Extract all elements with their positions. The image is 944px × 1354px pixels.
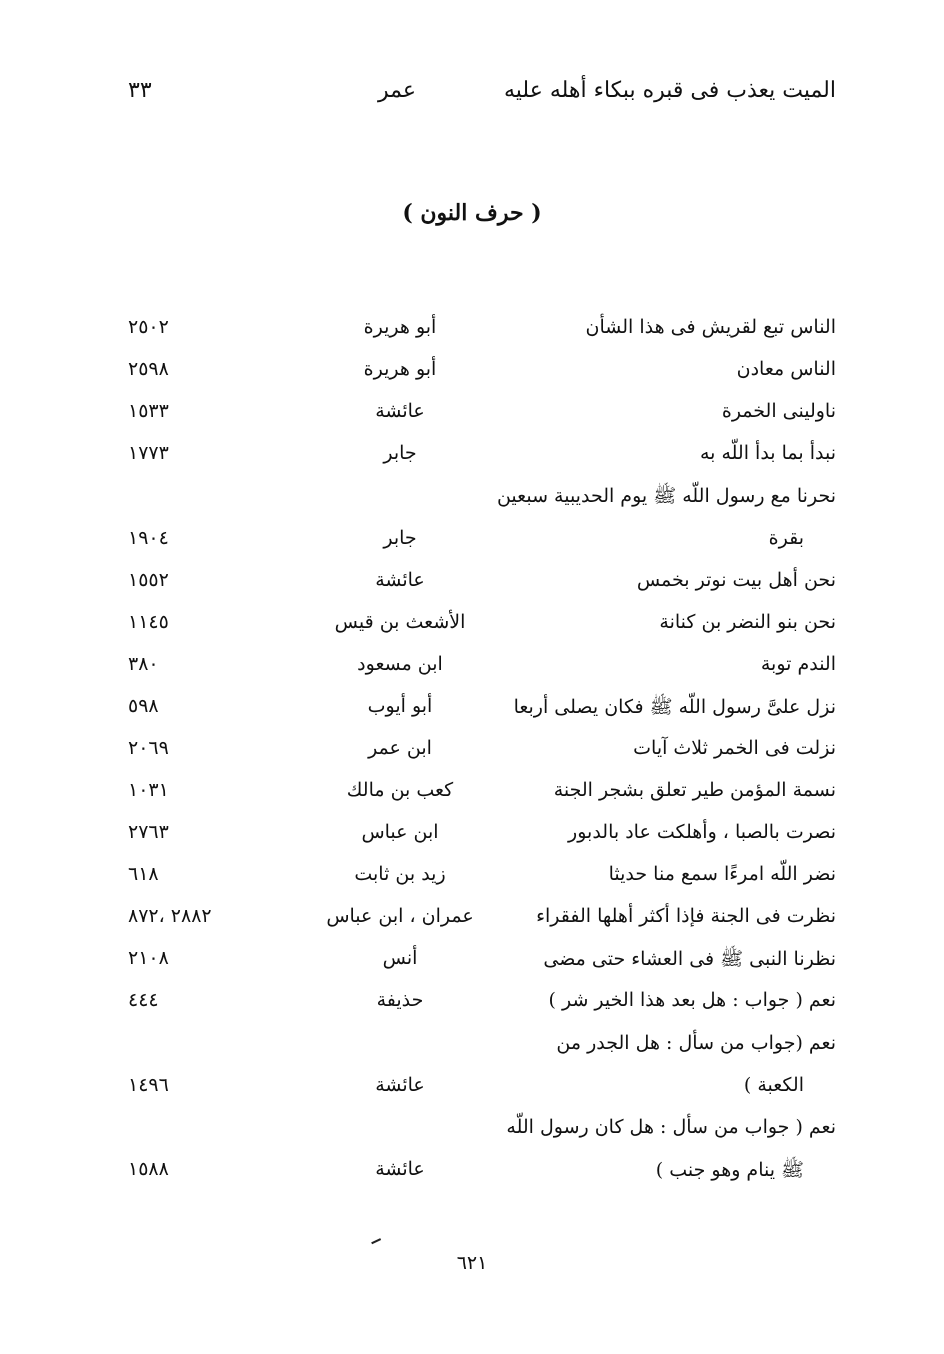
hadith-text: الندم توبة	[760, 653, 836, 675]
narrator: زيد بن ثابت	[354, 863, 446, 885]
narrator: عمران ، ابن عباس	[326, 905, 474, 927]
ink-mark	[371, 1238, 383, 1248]
hadith-number: ١١٤٥	[128, 611, 169, 633]
header-number: ٣٣	[128, 78, 152, 103]
hadith-number: ١٥٨٨	[128, 1158, 169, 1180]
list-item	[0, 1158, 944, 1200]
hadith-number: ٢٧٦٣	[128, 821, 169, 843]
list-item	[0, 442, 944, 484]
narrator: جابر	[383, 527, 417, 549]
narrator: أنس	[382, 947, 418, 969]
hadith-text: نضر اللّه امرءًا سمع منا حديثا	[608, 863, 836, 885]
list-item	[0, 821, 944, 863]
hadith-text: نحن بنو النضر بن كنانة	[659, 611, 836, 633]
section-title: ( حرف النون )	[402, 200, 542, 226]
narrator: عائشة	[375, 400, 425, 422]
header-title: الميت يعذب فى قبره ببكاء أهله عليه	[504, 78, 836, 103]
list-item	[0, 905, 944, 947]
list-item	[0, 695, 944, 737]
header-narrator: عمر	[378, 78, 416, 103]
narrator: حذيفة	[376, 989, 424, 1011]
page-number: ٦٢١	[456, 1252, 488, 1274]
hadith-number: ١٩٠٤	[128, 527, 169, 549]
narrator: ابن عباس	[361, 821, 439, 843]
narrator: عائشة	[375, 1158, 425, 1180]
list-item	[0, 737, 944, 779]
hadith-number: ١٧٧٣	[128, 442, 169, 464]
hadith-text: نبدأ بما بدأ اللّه به	[699, 442, 836, 464]
hadith-text: بقرة	[768, 527, 804, 549]
list-item	[0, 779, 944, 821]
narrator: أبو هريرة	[363, 316, 437, 338]
list-item	[0, 863, 944, 905]
list-item	[0, 1032, 944, 1074]
hadith-text: نعم ( جواب : هل بعد هذا الخير شر )	[548, 989, 836, 1011]
hadith-number: ٢٥٩٨	[128, 358, 169, 380]
list-item	[0, 1074, 944, 1116]
narrator: ابن عمر	[368, 737, 432, 759]
list-item	[0, 400, 944, 442]
hadith-text: نزل علىَّ رسول اللّه ﷺ فكان يصلى أربعا	[513, 696, 836, 718]
hadith-text: نسمة المؤمن طير تعلق بشجر الجنة	[553, 779, 836, 801]
hadith-number: ١٥٥٢	[128, 569, 169, 591]
hadith-number: ٥٩٨	[128, 695, 159, 717]
hadith-number: ٦١٨	[128, 863, 159, 885]
hadith-number: ٢١٠٨	[128, 947, 169, 969]
hadith-number: ٢٨٨٢ ،٨٧٢	[128, 905, 212, 927]
hadith-text: نعم (جواب من سأل : هل الجدر من	[556, 1032, 836, 1054]
list-item	[0, 611, 944, 653]
list-item	[0, 989, 944, 1031]
narrator: جابر	[383, 442, 417, 464]
narrator: عائشة	[375, 1074, 425, 1096]
list-item	[0, 947, 944, 989]
hadith-text: ﷺ ينام وهو جنب )	[655, 1159, 804, 1181]
hadith-text: نحرنا مع رسول اللّه ﷺ يوم الحديبية سبعين	[496, 485, 836, 507]
narrator: أبو هريرة	[363, 358, 437, 380]
hadith-number: ٣٨٠	[128, 653, 159, 675]
hadith-text: نعم ( جواب من سأل : هل كان رسول اللّه	[506, 1116, 836, 1138]
hadith-number: ٢٠٦٩	[128, 737, 169, 759]
narrator: عائشة	[375, 569, 425, 591]
hadith-number: ١٤٩٦	[128, 1074, 169, 1096]
narrator: الأشعث بن قيس	[334, 611, 466, 633]
narrator: ابن مسعود	[357, 653, 443, 675]
list-item	[0, 484, 944, 526]
list-item	[0, 316, 944, 358]
narrator: كعب بن مالك	[346, 779, 454, 801]
narrator: أبو أيوب	[367, 695, 433, 717]
list-item	[0, 1116, 944, 1158]
list-item	[0, 358, 944, 400]
hadith-number: ١٠٣١	[128, 779, 169, 801]
hadith-number: ٤٤٤	[128, 989, 159, 1011]
hadith-text: نزلت فى الخمر ثلاث آيات	[633, 737, 836, 759]
hadith-text: ناولينى الخمرة	[721, 400, 836, 422]
hadith-text: نظرنا النبى ﷺ فى العشاء حتى مضى	[543, 948, 836, 970]
hadith-text: الناس تبع لقريش فى هذا الشأن	[585, 316, 836, 338]
hadith-number: ١٥٣٣	[128, 400, 169, 422]
list-item	[0, 569, 944, 611]
list-item	[0, 653, 944, 695]
hadith-text: الناس معادن	[736, 358, 836, 380]
running-header	[0, 78, 944, 114]
list-item	[0, 527, 944, 569]
hadith-text: نصرت بالصبا ، وأهلكت عاد بالدبور	[568, 821, 836, 843]
hadith-number: ٢٥٠٢	[128, 316, 169, 338]
hadith-text: نظرت فى الجنة فإذا أكثر أهلها الفقراء	[536, 905, 836, 927]
hadith-text: نحن أهل بيت نوتر بخمس	[636, 569, 836, 591]
hadith-text: الكعبة )	[743, 1074, 804, 1096]
